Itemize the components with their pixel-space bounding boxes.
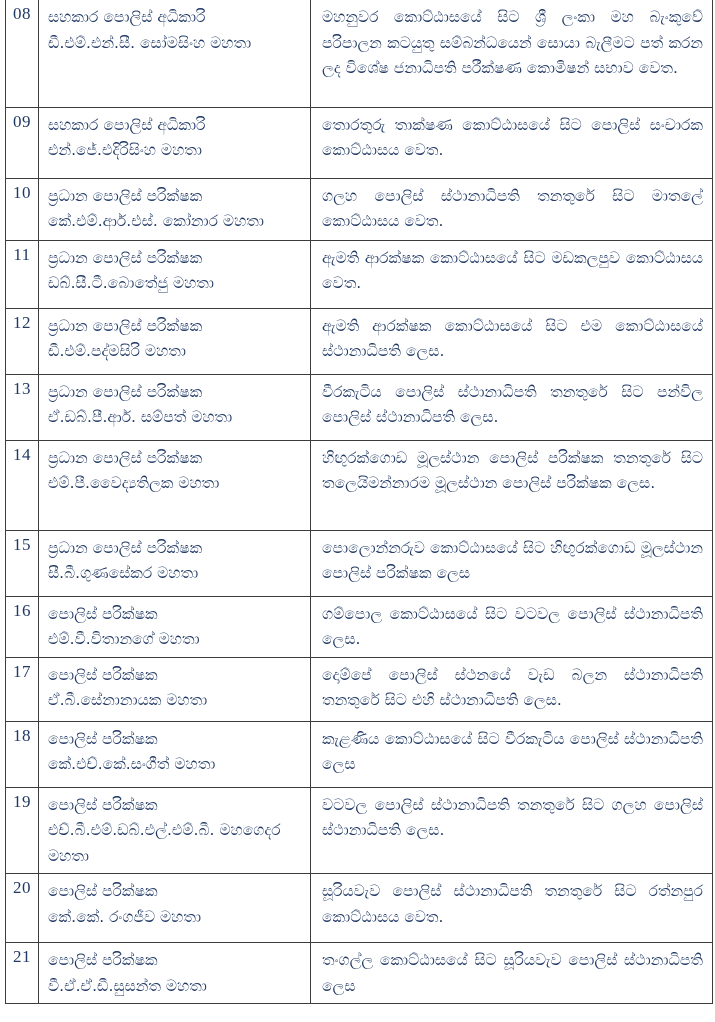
transfer-detail: සූරියවැව පොලිස් ස්ථානාධිපති තනතුරේ සිට රත්නපුර කොට්ඨාසය වෙත. [322,882,703,926]
transfer-detail: ගලහ පොලිස් ස්ථානාධිපති තනතුරේ සිට මාතලේ කොට්ඨාසය වෙත. [322,186,703,231]
row-number-cell [6,374,39,440]
row-number: 21 [13,947,31,967]
transfer-detail: කැළණිය කොට්ඨාසයේ සිට වීරකැටිය පොලිස් ස්ථානාධිපති ලෙස [322,729,703,774]
table-row [6,240,713,308]
officer-rank: පොලිස් පරික්ෂක [48,729,158,748]
table-row [6,308,713,374]
row-number-cell [6,530,39,596]
transfer-detail: ඇමති ආරක්ෂක කොට්ඨාසයේ සිට එම කොට්ඨාසයේ ස්ථානාධිපති ලෙස. [322,316,703,361]
row-number-cell [6,787,39,874]
row-number-cell [6,657,39,721]
transfer-detail: ගම්පොල කොට්ඨාසයේ සිට වටවල පොලිස් ස්ථානාධිපති ලෙස. [322,604,703,649]
table-row [6,530,713,596]
officer-cell [39,943,311,1004]
officer-rank: පොලිස් පරික්ෂක [48,604,158,623]
row-number: 12 [13,312,31,332]
officer-name: කේ.එම්.ආර්.එස්. කෝනාර මහතා [48,212,264,231]
transfer-detail-cell [311,440,713,530]
transfer-detail: වීරකැටිය පොලිස් ස්ථානාධිපති තනතුරේ සිට පන්විල පොලිස් ස්ථානාධිපති ලෙස. [322,382,703,427]
officer-cell [39,721,311,787]
officer-rank: සහකාර පොලිස් අධිකාරි [48,8,206,26]
officer-rank: ප්‍රධාන පොලිස් පරික්ෂක [48,448,203,467]
officer-cell [39,530,311,596]
transfer-detail: පොලොන්නරුව කොට්ඨාසයේ සිට හිඟුරක්ගොඩ මූලස්ථාන පොලිස් පරික්ෂක ලෙස [322,538,703,583]
transfer-detail-cell [311,943,713,1004]
row-number: 18 [13,725,31,745]
table-row [6,721,713,787]
table-row [6,787,713,874]
officer-cell [39,0,311,107]
officer-rank: ප්‍රධාන පොලිස් පරික්ෂක [48,186,203,205]
officer-name: ඒ.බී.සේනානායක මහතා [48,691,208,710]
transfer-detail-cell [311,0,713,107]
officer-cell [39,178,311,240]
officer-cell [39,657,311,721]
row-number-cell [6,0,39,107]
row-number: 13 [13,378,31,398]
officer-rank: පොලිස් පරික්ෂක [48,665,158,684]
transfer-detail: මහනුවර කොට්ඨාසයේ සිට ශ්‍රී ලංකා මහ බැංකුවේ පරිපාලන කටයුතු සම්බන්ධයෙන් සොයා බැලීමට පත් කරන ලද විශේෂ ජනාධිපති පරීක්ෂණ කොමිෂන් සභාව වෙත. [322,8,703,78]
officer-name: එච්.බී.එම්.ඩබ්.එල්.එම්.බී. මහගෙදර මහතා [48,821,281,865]
transfer-detail: ඇමති ආරක්ෂක කොට්ඨාසයේ සිට මඩකලපුව කොට්ඨාසය වෙත. [322,248,703,293]
transfer-table [5,0,713,1004]
transfer-detail: දොම්පේ පොලිස් ස්ථනයේ වැඩ බලන ස්ථානාධිපති තනතුරේ සිට එහි ස්ථානාධිපති ලෙස. [322,665,703,710]
row-number: 10 [13,182,31,202]
row-number: 09 [13,111,31,131]
transfer-detail: හිඟුරක්ගොඩ මූලස්ථාන පොලිස් පරික්ෂක තනතුරේ සිට තලෙයිමන්නාරම මූලස්ථාන පොලිස් පරික්ෂක ලෙස. [322,448,703,493]
table-row [6,178,713,240]
officer-name: එම්.වී.විතානගේ මහතා [48,630,200,649]
table-row [6,440,713,530]
officer-name: එන්.ජේ.එදිරිසිංහ මහතා [48,141,202,160]
transfer-detail: තොරතුරු තාක්ෂණ කොට්ඨාසයේ සිට පොලිස් සංචාරක කොට්ඨාසය වෙත. [322,115,703,160]
officer-rank: ප්‍රධාන පොලිස් පරික්ෂක [48,316,203,335]
row-number-cell [6,943,39,1004]
table-row [6,107,713,178]
officer-cell [39,874,311,943]
row-number: 14 [13,444,31,464]
officer-cell [39,596,311,657]
row-number: 08 [13,4,31,23]
officer-name: කේ.කේ. රංගජීව මහතා [48,907,202,926]
row-number: 19 [13,791,31,811]
officer-rank: පොලිස් පරික්ෂක [48,795,158,814]
transfer-detail-cell [311,107,713,178]
transfer-detail-cell [311,596,713,657]
officer-name: කේ.එච්.කේ.සංගීත් මහතා [48,755,216,774]
row-number-cell [6,721,39,787]
transfer-detail-cell [311,721,713,787]
transfer-detail-cell [311,657,713,721]
officer-cell [39,308,311,374]
officer-cell [39,440,311,530]
officer-rank: සහකාර පොලිස් අධිකාරි [48,115,206,134]
transfer-detail-cell [311,530,713,596]
officer-name: ඩී.එම්.එන්.සී. සෝමසිංහ මහතා [48,33,252,52]
officer-cell [39,374,311,440]
row-number: 17 [13,661,31,681]
officer-rank: ප්‍රධාන පොලිස් පරික්ෂක [48,382,203,401]
table-row [6,374,713,440]
row-number: 16 [13,600,31,620]
officer-name: එම්.පී.වෛද්‍යතිලක මහතා [48,474,220,493]
transfer-detail-cell [311,874,713,943]
row-number-cell [6,874,39,943]
officer-name: ඩබ්.සී.ටී.බොතේජු මහතා [48,274,214,293]
officer-name: වී.ඒ.ඒ.ඩී.සුසන්ත මහතා [48,976,207,995]
table-row [6,943,713,1004]
officer-rank: පොලිස් පරික්ෂක [48,882,158,901]
row-number-cell [6,240,39,308]
row-number: 15 [13,534,31,554]
row-number: 20 [13,878,31,898]
transfer-detail-cell [311,787,713,874]
transfer-detail-cell [311,240,713,308]
officer-name: ඩී.එම්.පද්මසිරි මහතා [48,342,186,361]
officer-name: ඒ.ඩබ්.පී.ආර්. සම්පත් මහතා [48,408,233,427]
row-number-cell [6,596,39,657]
officer-name: සී.බී.ගුණසේකර මහතා [48,564,199,583]
table-row [6,0,713,107]
officer-rank: පොලිස් පරික්ෂක [48,951,158,970]
officer-cell [39,787,311,874]
row-number-cell [6,308,39,374]
transfer-detail-cell [311,374,713,440]
row-number-cell [6,107,39,178]
transfer-detail-cell [311,178,713,240]
row-number-cell [6,440,39,530]
table-row [6,657,713,721]
table-row [6,874,713,943]
transfer-detail-cell [311,308,713,374]
table-row [6,596,713,657]
officer-rank: ප්‍රධාන පොලිස් පරික්ෂක [48,248,203,267]
row-number-cell [6,178,39,240]
officer-rank: ප්‍රධාන පොලිස් පරික්ෂක [48,538,203,557]
officer-cell [39,240,311,308]
transfer-detail: තංගල්ල කොට්ඨාසයේ සිට සූරියවැව පොලිස් ස්ථානාධිපති ලෙස [322,951,703,995]
officer-cell [39,107,311,178]
row-number: 11 [13,244,31,264]
transfer-detail: වටවල පොලිස් ස්ථානාධිපති තනතුරේ සිට ගලහ පොලිස් ස්ථානාධිපති ලෙස. [322,795,703,840]
